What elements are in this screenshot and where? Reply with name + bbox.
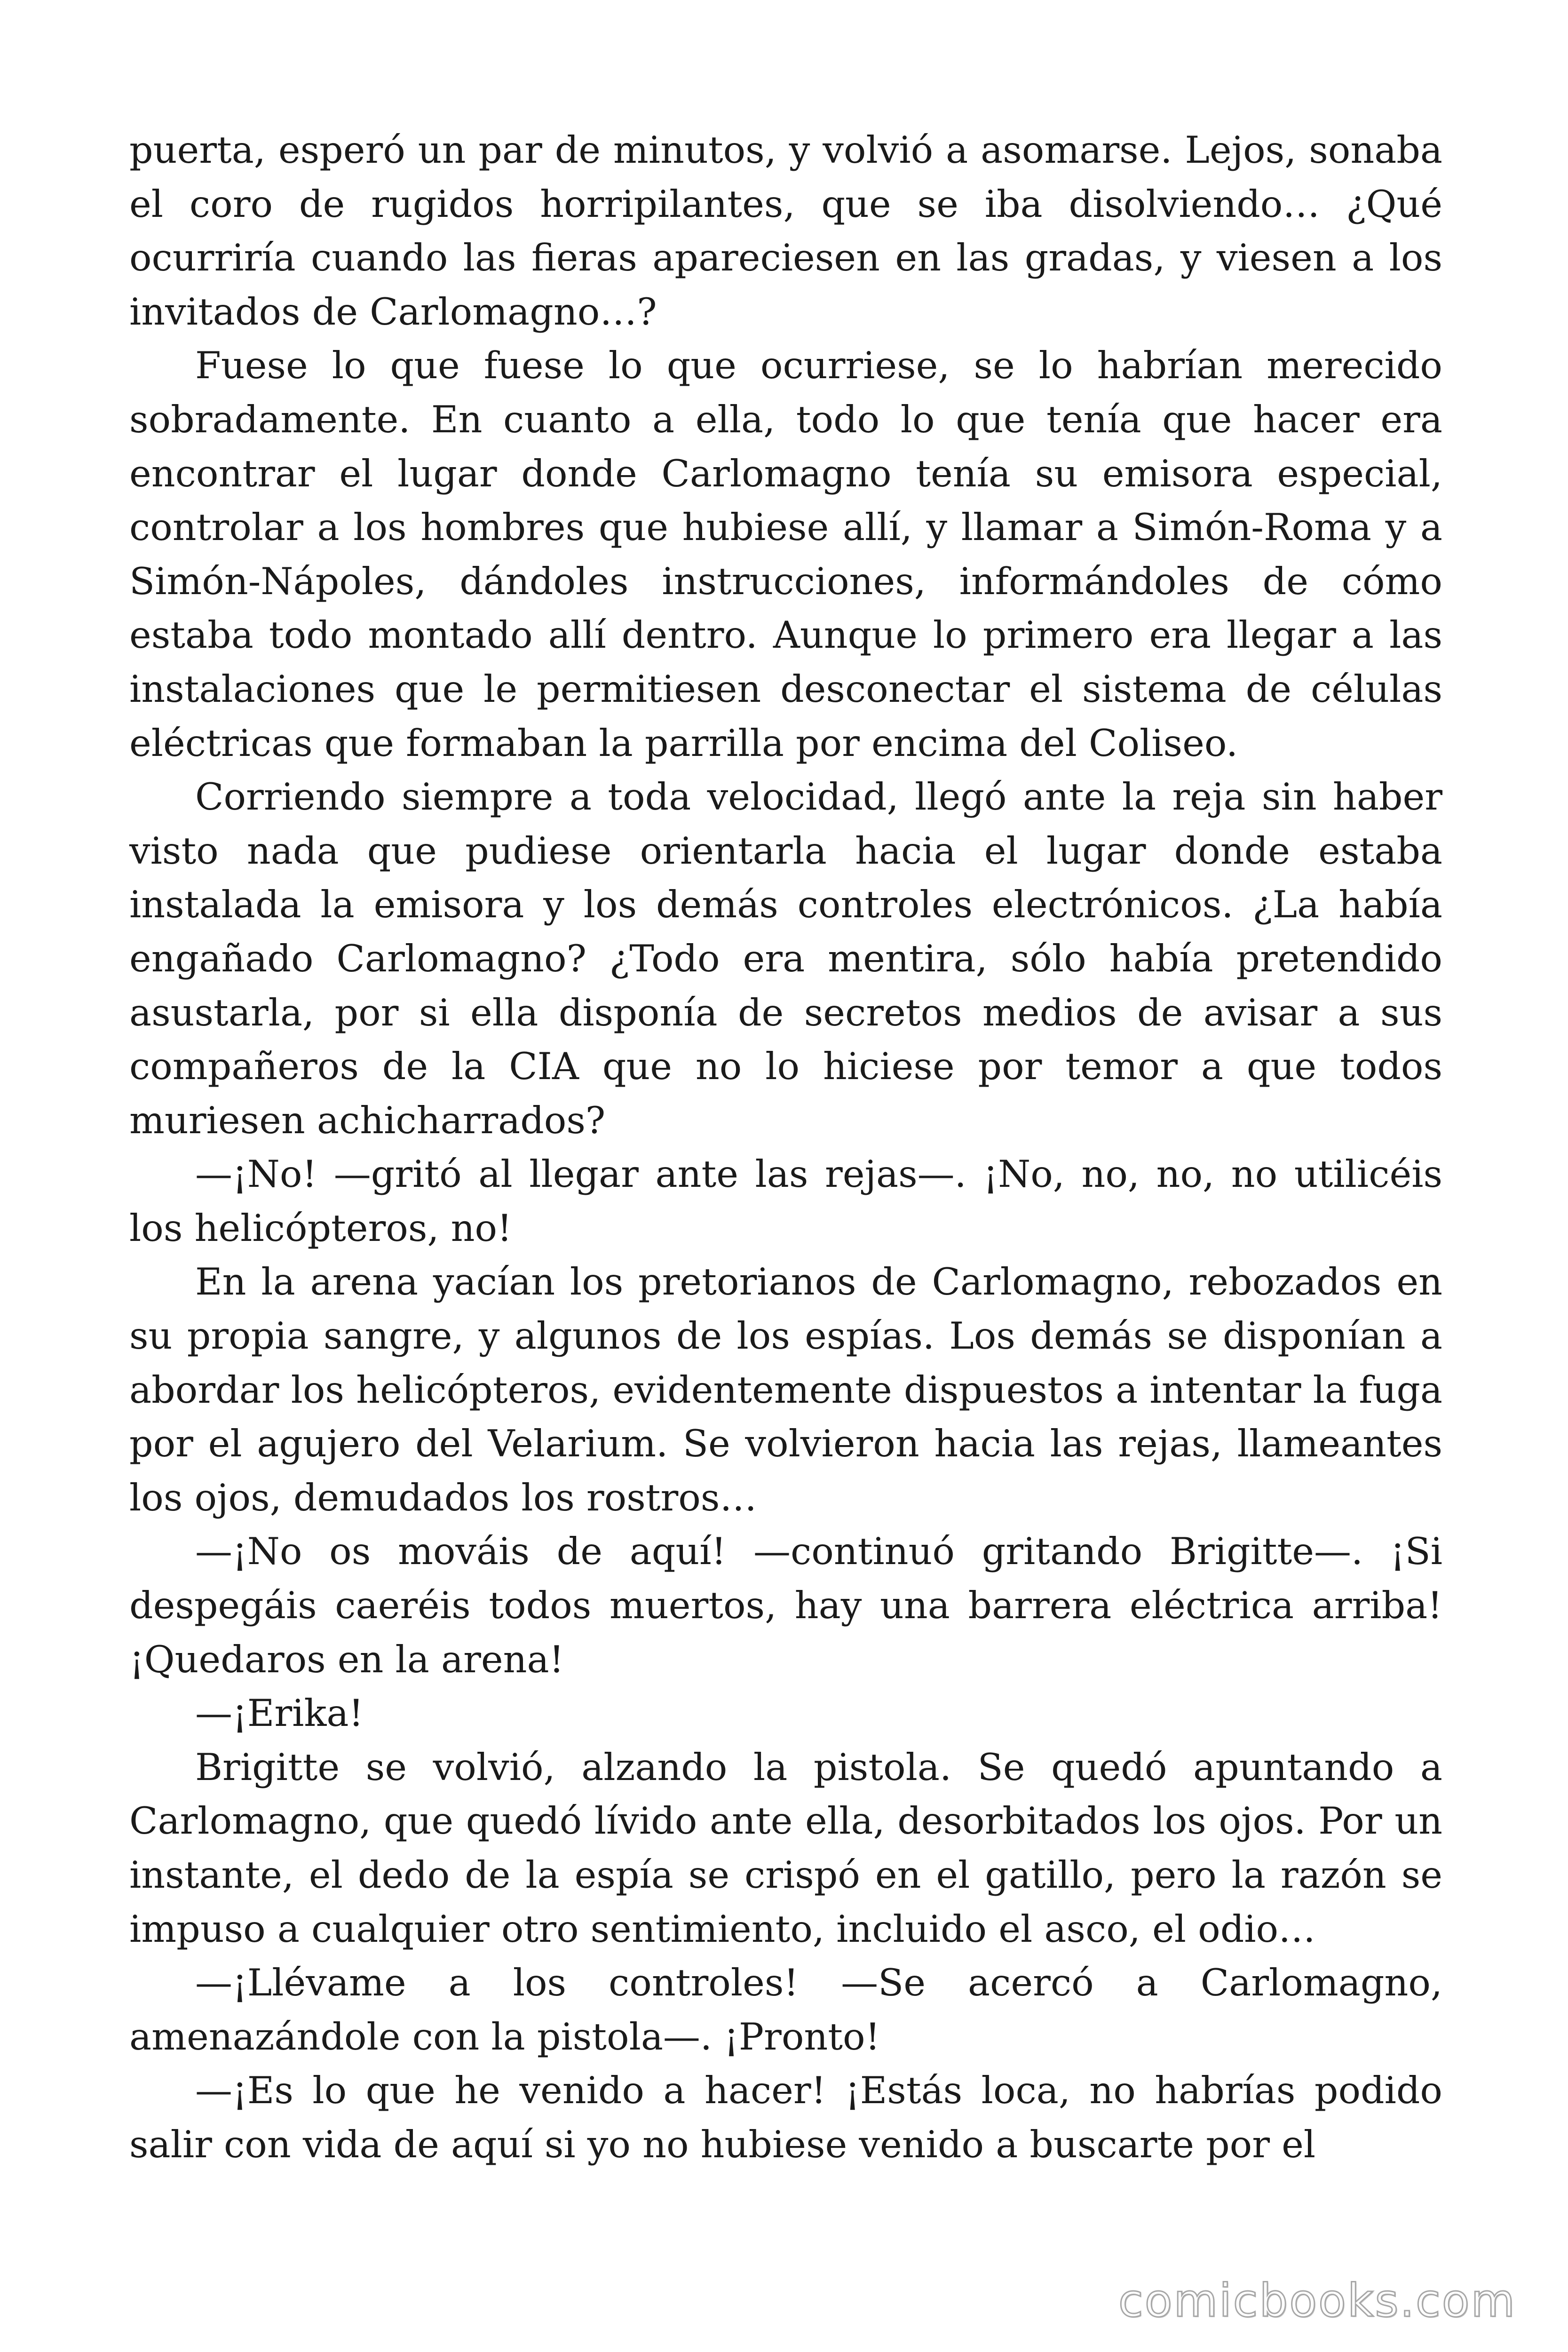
paragraph-1: puerta, esperó un par de minutos, y volvió a asomarse. Lejos, sonaba el coro de rugidos horripilantes, que se iba disolviendo… ¿Qué ocurriría cuando las fieras apareciesen en las gradas, y viesen a los invitados de Carlomagno…? xyxy=(129,128,1442,334)
paragraph-8: Brigitte se volvió, alzando la pistola. Se quedó apuntando a Carlomagno, que quedó lívido ante ella, desorbitados los ojos. Por un instante, el dedo de la espía se crispó en el gatillo, pero la razón se impuso a cualquier otro sentimiento, incluido el asco, el odio… xyxy=(129,1745,1442,1951)
paragraph-6: —¡No os mováis de aquí! —continuó gritando Brigitte—. ¡Si despegáis caeréis todos muertos, hay una barrera eléctrica arriba! ¡Quedaros en la arena! xyxy=(129,1530,1442,1681)
paragraph-7: —¡Erika! xyxy=(195,1692,364,1735)
body-text xyxy=(129,123,1442,2172)
paragraph-5: En la arena yacían los pretorianos de Carlomagno, rebozados en su propia sangre, y algunos de los espías. Los demás se disponían a abordar los helicópteros, evidentemente dispuestos a intentar la fuga por el agujero del Velarium. Se volvieron hacia las rejas, llameantes los ojos, demudados los rostros… xyxy=(129,1260,1442,1519)
paragraph-9: —¡Llévame a los controles! —Se acercó a Carlomagno, amenazándole con la pistola—. ¡Pronto! xyxy=(129,1961,1442,2058)
paragraph-10: —¡Es lo que he venido a hacer! ¡Estás loca, no habrías podido salir con vida de aquí si yo no hubiese venido a buscarte por el xyxy=(129,2069,1442,2166)
paragraph-2: Fuese lo que fuese lo que ocurriese, se lo habrían merecido sobradamente. En cuanto a ella, todo lo que tenía que hacer era encontrar el lugar donde Carlomagno tenía su emisora especial, controlar a los hombres que hubiese allí, y llamar a Simón-Roma y a Simón-Nápoles, dándoles instrucciones, informándoles de cómo estaba todo montado allí dentro. Aunque lo primero era llegar a las instalaciones que le permitiesen desconectar el sistema de células eléctricas que formaban la parrilla por encima del Coliseo. xyxy=(129,344,1442,765)
watermark: comicbooks.com xyxy=(1118,2274,1516,2327)
paragraph-3: Corriendo siempre a toda velocidad, llegó ante la reja sin haber visto nada que pudiese orientarla hacia el lugar donde estaba instalada la emisora y los demás controles electrónicos. ¿La había engañado Carlomagno? ¿Todo era mentira, sólo había pretendido asustarla, por si ella disponía de secretos medios de avisar a sus compañeros de la CIA que no lo hiciese por temor a que todos muriesen achicharrados? xyxy=(129,775,1442,1142)
paragraph-4: —¡No! —gritó al llegar ante las rejas—. ¡No, no, no, no utilicéis los helicópteros, no! xyxy=(129,1152,1442,1250)
